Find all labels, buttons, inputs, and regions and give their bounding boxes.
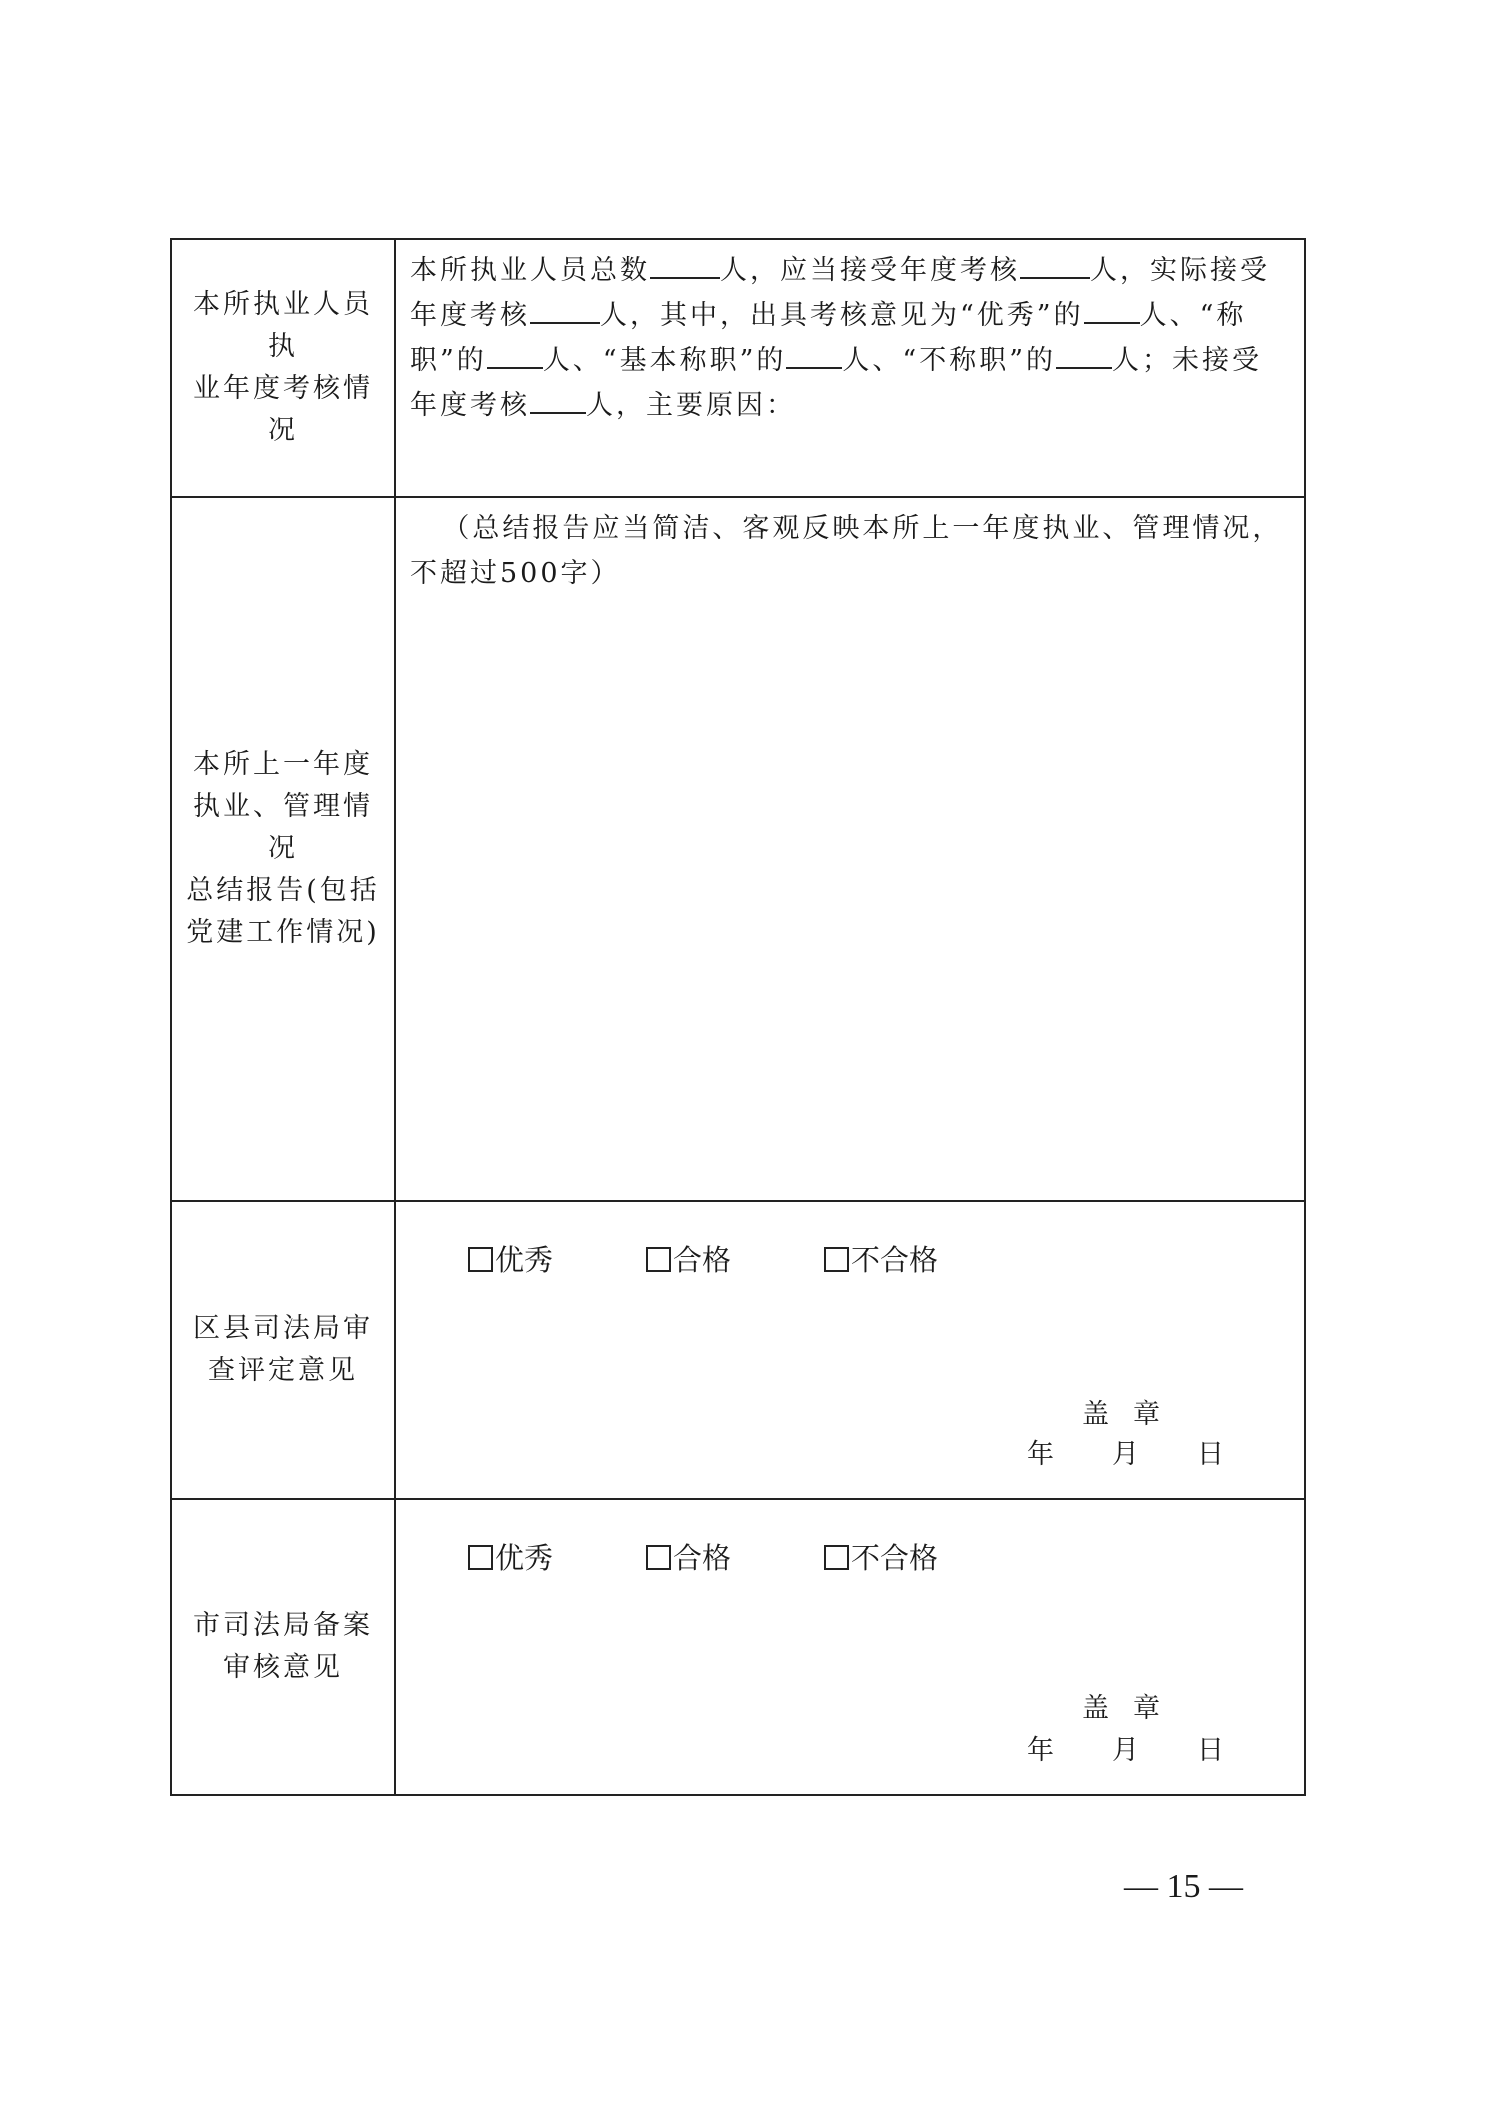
checkbox-icon[interactable] [824,1545,849,1570]
summary-instruction-text: （总结报告应当简洁、客观反映本所上一年度执业、管理情况，不超过500字） [410,513,1283,589]
paragraph-text: 人，其中，出具考核意见为“优秀”的 [600,300,1084,331]
date-line: 年 月 日 [1027,1439,1224,1470]
paragraph-text: 人；未接受年度考核 [410,345,1263,421]
seal-label: 盖章 [1082,1399,1184,1430]
fill-in-blank[interactable] [786,341,842,369]
row-district-review [172,1202,1304,1500]
checkbox-qualified[interactable]: 合格 [646,1536,731,1577]
content-summary-report[interactable] [396,498,1304,1200]
label-staff-assessment: 本所执业人员执 业年度考核情况 [172,240,396,496]
checkbox-icon[interactable] [646,1247,671,1272]
checkbox-icon[interactable] [468,1545,493,1570]
date-line: 年 月 日 [1027,1735,1224,1766]
paragraph-text: 人，应当接受年度考核 [720,255,1020,286]
paragraph-text: 人、“称职”的 [410,300,1247,376]
page-number: — 15 — [1124,1868,1243,1905]
fill-in-blank[interactable] [1020,251,1090,279]
checkbox-excellent[interactable]: 优秀 [468,1536,553,1577]
paragraph-text: 人，主要原因： [586,390,796,421]
checkbox-unqualified[interactable]: 不合格 [824,1536,938,1577]
fill-in-blank[interactable] [487,341,543,369]
checkbox-icon[interactable] [824,1247,849,1272]
checkbox-qualified[interactable]: 合格 [646,1238,731,1279]
label-district-review: 区县司法局审 查评定意见 [172,1202,396,1498]
checkbox-icon[interactable] [646,1545,671,1570]
row-summary-report [172,498,1304,1202]
checkbox-icon[interactable] [468,1247,493,1272]
checkbox-excellent[interactable]: 优秀 [468,1238,553,1279]
paragraph-text: 本所执业人员总数 [410,255,650,286]
checkbox-unqualified[interactable]: 不合格 [824,1238,938,1279]
label-city-review: 市司法局备案 审核意见 [172,1500,396,1794]
content-district-review [396,1202,1304,1498]
assessment-form-table [170,238,1306,1796]
label-summary-report: 本所上一年度 执业、管理情况 总结报告(包括 党建工作情况) [172,498,396,1200]
row-staff-assessment [172,240,1304,498]
paragraph-text: 人、“不称职”的 [842,345,1057,376]
fill-in-blank[interactable] [650,251,720,279]
row-city-review [172,1500,1304,1794]
fill-in-blank[interactable] [530,386,586,414]
staff-assessment-paragraph [396,240,1304,428]
seal-label: 盖章 [1082,1693,1184,1724]
fill-in-blank[interactable] [530,296,600,324]
paragraph-text: 人、“基本称职”的 [542,345,787,376]
fill-in-blank[interactable] [1056,341,1112,369]
content-staff-assessment [396,240,1304,496]
content-city-review [396,1500,1304,1794]
paragraph-text: 人，实际接受年度考核 [410,255,1270,331]
fill-in-blank[interactable] [1084,296,1140,324]
